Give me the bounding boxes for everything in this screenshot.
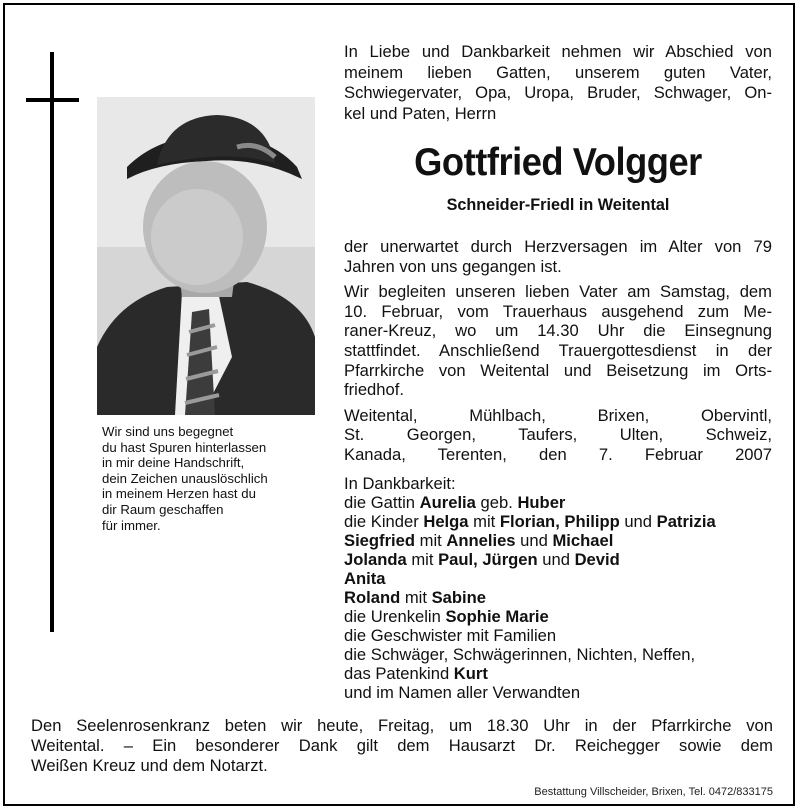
rosary-announcement — [31, 716, 773, 776]
poem-line: in meinem Herzen hast du — [102, 486, 256, 502]
mourner-line: das Patenkind Kurt — [344, 664, 488, 683]
body-line: der unerwartet durch Herzversagen im Alter von 79 — [344, 237, 772, 256]
deceased-nickname: Schneider-Friedl in Weitental — [446, 196, 670, 214]
mourner-line: die Schwäger, Schwägerinnen, Nichten, Neffen, — [344, 645, 696, 664]
mourner-line: Roland mit Sabine — [344, 588, 486, 607]
intro-line: kel und Paten, Herrn — [344, 103, 497, 123]
mourner-line: die Kinder Helga mit Florian, Philipp und Patrizia — [344, 512, 716, 531]
footer-line: Weißen Kreuz und dem Notarzt. — [31, 756, 268, 775]
poem-line: Wir sind uns begegnet — [102, 424, 234, 439]
poem-line: für immer. — [102, 517, 161, 533]
footer-line: Den Seelenrosenkranz beten wir heute, Freitag, um 18.30 Uhr in der Pfarrkirche von — [31, 716, 773, 735]
deceased-name: Gottfried Volgger — [414, 141, 702, 184]
notice-body — [344, 237, 772, 465]
body-line: Wir begleiten unseren lieben Vater am Samstag, dem — [344, 282, 772, 302]
mourners-list — [344, 474, 774, 702]
mourner-line: Anita — [344, 569, 386, 588]
mourner-line: Siegfried mit Annelies und Michael — [344, 531, 614, 550]
portrait-photo — [97, 97, 315, 415]
mourner-line: Jolanda mit Paul, Jürgen und Devid — [344, 550, 620, 569]
body-line: stattfindet. Anschließend Trauergottesdienst in der — [344, 340, 772, 360]
mourner-line: die Geschwister mit Familien — [344, 626, 557, 645]
intro-text — [344, 42, 772, 124]
body-line: friedhof. — [344, 380, 404, 400]
poem-line: dein Zeichen unauslöschlich — [102, 470, 268, 486]
poem-line: in mir deine Handschrift, — [102, 455, 245, 471]
mourner-line: und im Namen aller Verwandten — [344, 683, 581, 702]
intro-line: meinem lieben Gatten, unserem guten Vater, — [344, 62, 772, 82]
mourners-heading: In Dankbarkeit: — [344, 474, 456, 493]
places-line: St. Georgen, Taufers, Ulten, Schweiz, — [344, 425, 772, 445]
body-line: 10. Februar, vom Trauerhaus ausgehend zum Me- — [344, 301, 772, 321]
intro-line: Schwiegervater, Opa, Uropa, Bruder, Schwager, On- — [344, 83, 772, 103]
poem-line: du hast Spuren hinterlassen — [102, 439, 267, 455]
body-line: Jahren von uns gegangen ist. — [344, 256, 562, 276]
footer-line: Weitental. – Ein besonderer Dank gilt dem Hausarzt Dr. Reichegger sowie dem — [31, 736, 773, 755]
funeral-home-credit: Bestattung Villscheider, Brixen, Tel. 0472/833175 — [534, 786, 773, 798]
body-line: Pfarrkirche von Weitental und Beisetzung im Orts- — [344, 360, 772, 380]
body-line: raner-Kreuz, wo um 14.30 Uhr die Einsegnung — [344, 321, 772, 341]
places-line: Weitental, Mühlbach, Brixen, Obervintl, — [344, 405, 772, 425]
memorial-poem — [102, 424, 312, 533]
places-line: Kanada, Terenten, den 7. Februar 2007 — [344, 444, 772, 464]
poem-line: dir Raum geschaffen — [102, 501, 224, 517]
mourner-line: die Gattin Aurelia geb. Huber — [344, 493, 566, 512]
intro-line: In Liebe und Dankbarkeit nehmen wir Abschied von — [344, 42, 772, 61]
mourner-line: die Urenkelin Sophie Marie — [344, 607, 549, 626]
